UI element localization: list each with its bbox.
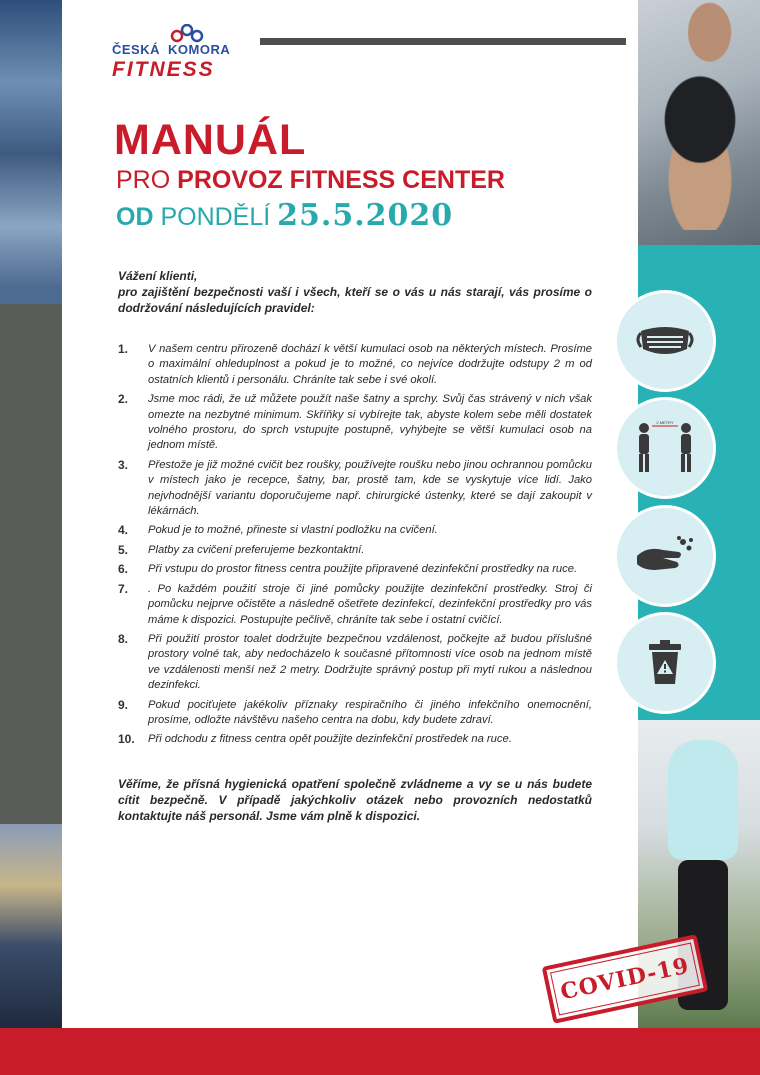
rule-item [118, 342, 592, 388]
rule-number: 4. [118, 523, 129, 538]
rule-number: 8. [118, 631, 129, 646]
page-subtitle [116, 166, 505, 195]
subtitle-light: PRO [116, 166, 171, 194]
logo-rings-icon [170, 24, 204, 44]
stamp-text: COVID-19 [558, 952, 692, 1006]
ceska-komora-fitness-logo [112, 28, 242, 88]
rule-number: 2. [118, 392, 129, 407]
left-bottom-photo [0, 824, 62, 1028]
rule-item [118, 582, 592, 628]
closing-paragraph: Věříme, že přísná hygienická opatření společně zvládneme a vy se u nás budete cítit bezpečně. V případě jakýchkoliv otázek nebo provozních nedostatků kontaktujte náš personál. Jsme vám plně k dispozici. [118, 776, 592, 823]
page-title: MANUÁL [114, 116, 307, 164]
date-value: 25.5.2020 [277, 198, 454, 233]
rule-number: 1. [118, 342, 129, 356]
rule-text: Pokud pociťujete jakékoliv příznaky respiračního či jiného infekčního onemocnění, prosíme, odložte návštěvu našeho centra na dobu, kdy budete zdraví. [148, 698, 592, 726]
face-mask-icon [635, 321, 695, 361]
rules-list [118, 342, 592, 748]
rule-text: Pokud je to možné, přineste si vlastní podložku na cvičení. [148, 524, 438, 537]
sanitize-icon-circle [614, 505, 716, 607]
rule-text: V našem centru přirozeně dochází k větší kumulaci osob na některých místech. Prosíme o maximální ohleduplnost a pokud je to možné, co nejvíce dodržujte odstupy 2 m od ostatních klientů i personálu. Chráníte tak sebe i své okolí. [148, 343, 592, 386]
trash-icon-circle [614, 612, 716, 714]
page-date-line [116, 198, 453, 233]
date-day: PONDĚLÍ [160, 203, 271, 231]
rule-item [118, 698, 592, 729]
intro-paragraph [118, 268, 592, 316]
logo-fitness: FITNESS [112, 58, 215, 81]
left-grey-block [0, 304, 62, 824]
rule-item [118, 562, 592, 577]
header-rule [260, 38, 626, 45]
rule-text: Při odchodu z fitness centra opět použijte dezinfekční prostředek na ruce. [148, 733, 512, 746]
social-distance-icon [630, 420, 700, 476]
rule-number: 10. [118, 732, 135, 747]
rule-text: . Po každém použití stroje či jiné pomůcky použijte dezinfekční prostředky. Stroj či pomůcku nejprve očistěte a následně ošetřete dezinfekcí, dezinfekční prostředky pro vás máme k dispozici. Postupujte pečlivě, chráníte tak sebe i ostatní cvičící. [148, 582, 592, 626]
rule-number: 9. [118, 697, 129, 712]
left-photo-strip [0, 0, 62, 1028]
hand-sanitize-icon [633, 534, 697, 578]
rule-item [118, 632, 592, 694]
trash-bin-icon [645, 640, 685, 686]
intro-greeting: Vážení klienti, [118, 269, 198, 283]
rule-item [118, 392, 592, 454]
runner-shirt [668, 740, 738, 860]
rule-text: Jsme moc rádi, že už můžete použít naše šatny a sprchy. Svůj čas strávený v nich však omezte na nezbytné minimum. Skříňky si vybírejte tak, abyste kolem sebe měli dostatek volného prostoru, do sprch vstupujte postupně, vyhýbejte se větší kumulaci osob na jednom místě. [148, 393, 592, 452]
manual-content [118, 268, 592, 824]
rule-item [118, 732, 592, 747]
woman-figure [660, 0, 740, 230]
rule-item [118, 523, 592, 538]
logo-komora: KOMORA [168, 42, 231, 57]
rule-number: 3. [118, 457, 129, 472]
rule-text: Při použití prostor toalet dodržujte bezpečnou vzdálenost, počkejte až budou příslušné prostory volné tak, aby nedocházelo k současné přítomnosti více osob na jednom místě ve vzdálenosti menší než 2 metry. Dodržujte správný postup při mytí rukou a následnou dezinfekci. [148, 632, 592, 692]
rule-number: 6. [118, 562, 129, 577]
bottom-red-bar [0, 1028, 760, 1075]
rule-item [118, 458, 592, 520]
date-od: OD [116, 203, 154, 231]
rule-text: Při vstupu do prostor fitness centra použijte připravené dezinfekční prostředky na ruce. [148, 563, 578, 576]
mask-icon-circle [614, 290, 716, 392]
woman-workout-photo [638, 0, 760, 245]
rule-text: Přestože je již možné cvičit bez roušky, používejte roušku nebo jinou ochrannou pomůcku v místech jako je recepce, šatny, bar, prostě tam, kde se vyskytuje více lidí. Jako nejvhodnější variantu doporučujeme např. chirurgické ústenky, které se dají zakoupit v lékárnách. [148, 458, 592, 518]
rule-number: 5. [118, 542, 129, 557]
logo-ceska: ČESKÁ [112, 42, 161, 57]
rule-number: 7. [118, 581, 129, 596]
distance-icon-circle [614, 397, 716, 499]
rule-text: Platby za cvičení preferujeme bezkontaktní. [148, 543, 365, 556]
rule-item [118, 543, 592, 558]
subtitle-bold: PROVOZ FITNESS CENTER [177, 166, 505, 194]
intro-request: pro zajištění bezpečnosti vaší i všech, kteří se o vás u nás starají, vás prosíme o dodržování následujících pravidel: [118, 285, 592, 315]
distance-label: 2 METRY [656, 420, 674, 425]
